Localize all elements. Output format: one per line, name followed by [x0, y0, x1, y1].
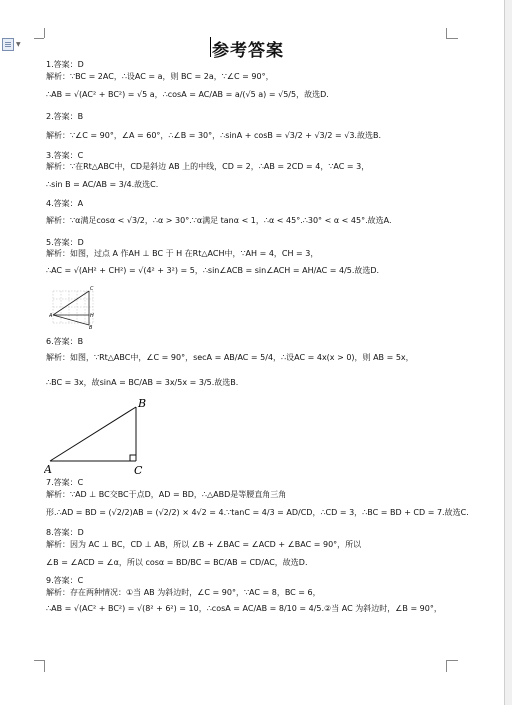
figure-2-label-c: C	[134, 464, 143, 477]
q7-explanation-2: 形.∴AD = BD = (√2/2)AB = (√2/2) × 4√2 = 4.∵tanC = 4/3 = AD/CD，∴CD = 3，∴BC = BD + CD = 7.故选C.	[46, 508, 469, 517]
q3-explanation-2: ∴sin B = AC/AB = 3/4.故选C.	[46, 180, 159, 189]
q7-answer: 7.答案：C	[46, 478, 84, 487]
q9-explanation-2: ∴AB = √(AC² + BC²) = √(8² + 6²) = 10，∴cosA = AC/AB = 8/10 = 4/5.②当 AC 为斜边时，∠B = 90°，	[46, 604, 442, 613]
figure-1-triangle	[53, 291, 89, 325]
dropdown-caret-icon[interactable]: ▼	[16, 41, 21, 48]
text-cursor	[210, 37, 211, 57]
q6-explanation-2: ∴BC = 3x，故sinA = BC/AB = 3x/5x = 3/5.故选B.	[46, 378, 239, 387]
q9-answer: 9.答案：C	[46, 576, 84, 585]
q6-explanation: 解析：如图，∵Rt△ABC中，∠C = 90°，secA = AB/AC = 5/4，∴设AC = 4x(x > 0)，则 AB = 5x，	[46, 353, 414, 362]
q2-explanation: 解析：∵∠C = 90°，∠A = 60°，∴∠B = 30°，∴sinA + cosB = √3/2 + √3/2 = √3.故选B.	[46, 131, 381, 140]
margin-mark-bottom-left-v	[44, 660, 45, 672]
document-icon[interactable]	[2, 38, 14, 51]
margin-mark-top-right	[446, 38, 458, 39]
q4-explanation: 解析：∵α满足cosα < √3/2，∴α > 30°.∵α满足 tanα < 1，∴α < 45°.∴30° < α < 45°.故选A.	[46, 216, 392, 225]
q4-answer: 4.答案：A	[46, 199, 84, 208]
q5-explanation-2: ∴AC = √(AH² + CH²) = √(4² + 3²) = 5，∴sin∠ACB = sin∠ACH = AH/AC = 4/5.故选D.	[46, 266, 380, 275]
figure-2-label-a: A	[44, 463, 52, 476]
page-edge	[504, 0, 512, 705]
margin-mark-top-right-v	[446, 28, 447, 38]
figure-1-label-c: C	[90, 286, 94, 292]
figure-2	[44, 395, 156, 477]
margin-mark-bottom-right-v	[446, 660, 447, 672]
q5-explanation: 解析：如图，过点 A 作AH ⊥ BC 于 H 在Rt△ACH中，∵AH = 4，CH = 3，	[46, 249, 319, 258]
q1-answer: 1.答案：D	[46, 60, 84, 69]
margin-mark-bottom-left	[34, 660, 44, 661]
q5-answer: 5.答案：D	[46, 238, 84, 247]
q3-answer: 3.答案：C	[46, 151, 84, 160]
page-title: 参考答案	[212, 41, 284, 61]
q1-explanation-2: ∴AB = √(AC² + BC²) = √5 a，∴cosA = AC/AB = a/(√5 a) = √5/5，故选D.	[46, 90, 329, 99]
q7-explanation: 解析：∵AD ⊥ BC交BC于点D，AD = BD，∴△ABD是等腰直角三角	[46, 490, 287, 499]
q8-answer: 8.答案：D	[46, 528, 84, 537]
q9-explanation: 解析：存在两种情况：①当 AB 为斜边时，∠C = 90°，∵AC = 8，BC = 6，	[46, 588, 321, 597]
margin-mark-top-left	[34, 38, 44, 39]
figure-1-label-h: H	[90, 313, 94, 319]
q2-answer: 2.答案：B	[46, 112, 84, 121]
q8-explanation: 解析：因为 AC ⊥ BC，CD ⊥ AB，所以 ∠B + ∠BAC = ∠ACD + ∠BAC = 90°，所以	[46, 540, 362, 549]
figure-2-triangle	[50, 407, 136, 461]
figure-1-grid	[53, 291, 93, 323]
margin-mark-bottom-right	[446, 660, 458, 661]
q1-explanation: 解析：∵BC = 2AC，∴设AC = a，则 BC = 2a，∵∠C = 90°，	[46, 72, 274, 81]
q6-answer: 6.答案：B	[46, 337, 84, 346]
figure-1-label-a: A	[49, 313, 53, 319]
figure-1	[49, 285, 95, 329]
margin-mark-top-left-v	[44, 28, 45, 38]
q8-explanation-2: ∠B = ∠ACD = ∠α，所以 cosα = BD/BC = BC/AB = CD/AC，故选D.	[46, 558, 308, 567]
q3-explanation: 解析：∵在Rt△ABC中，CD是斜边 AB 上的中线，CD = 2，∴AB = 2CD = 4，∵AC = 3，	[46, 162, 370, 171]
figure-2-label-b: B	[138, 397, 147, 410]
right-angle-mark	[130, 455, 136, 461]
figure-1-label-b: B	[89, 325, 93, 329]
